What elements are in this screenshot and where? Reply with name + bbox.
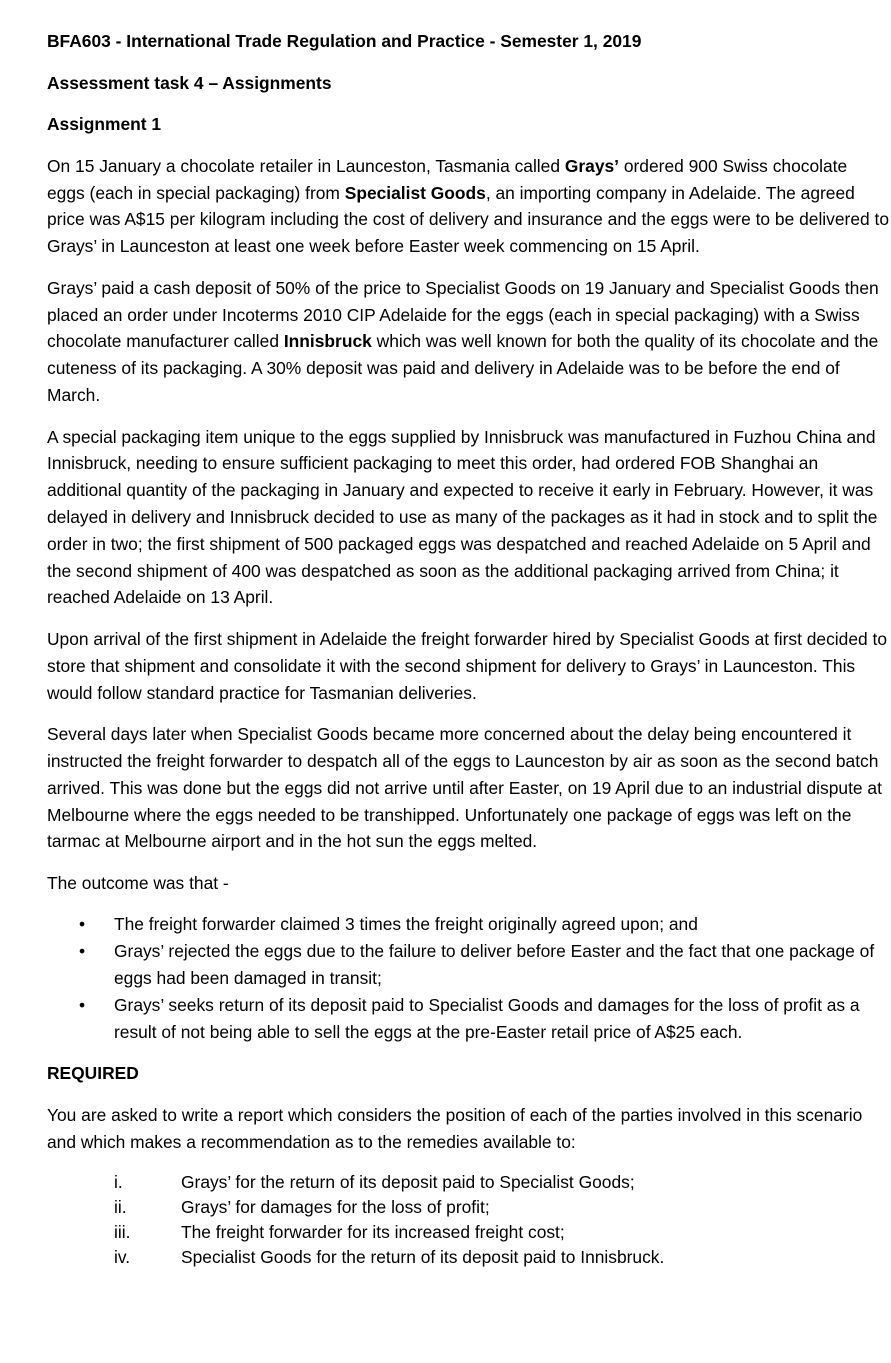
list-number: iv.: [114, 1246, 131, 1267]
list-number: ii.: [114, 1197, 127, 1218]
list-item-text: The freight forwarder for its increased freight cost;: [181, 1221, 565, 1242]
party-name-specialist-goods: Specialist Goods: [344, 182, 486, 203]
list-item-text: Grays’ for damages for the loss of profit;: [181, 1197, 490, 1218]
list-item-text: The freight forwarder claimed 3 times the freight originally agreed upon; and: [114, 914, 698, 935]
scenario-paragraph-4: Upon arrival of the first shipment in Adelaide the freight forwarder hired by Specialist Goods at first decided to store that shipment and consolidate it with the second shipment for delivery to Grays’ in Launceston. This would follow standard practice for Tasmanian deliveries.: [47, 628, 888, 703]
scenario-paragraph-1: [47, 153, 889, 260]
list-item: [47, 938, 889, 992]
required-intro: You are asked to write a report which considers the position of each of the parties involved in this scenario and which makes a recommendation as to the remedies available to:: [47, 1104, 863, 1152]
list-item: [47, 1195, 891, 1220]
bullet-icon: •: [79, 994, 86, 1015]
list-item-text: Grays’ for the return of its deposit paid to Specialist Goods;: [181, 1172, 635, 1193]
list-item-text: Grays’ rejected the eggs due to the failure to deliver before Easter and the fact that one package of eggs had been damaged in transit;: [114, 941, 875, 989]
course-title: BFA603 - International Trade Regulation and Practice - Semester 1, 2019: [47, 31, 642, 51]
assignment-title: Assignment 1: [47, 114, 162, 135]
list-number: iii.: [114, 1221, 131, 1242]
text-run: Grays’ paid a cash deposit of 50% of the price to Specialist Goods on 19 January and Specialist Goods then placed an order under Incoterms 2010 CIP Adelaide for the eggs (each in special packaging) with a Swiss chocolate manufacturer called: [47, 277, 879, 352]
scenario-paragraph-2: [47, 275, 889, 409]
list-item: [47, 992, 889, 1046]
list-number: i.: [114, 1172, 123, 1193]
list-item-text: Specialist Goods for the return of its deposit paid to Innisbruck.: [181, 1246, 665, 1267]
text-run: , an importing company in Adelaide. The agreed price was A$15 per kilogram including the cost of delivery and insurance and the eggs were to be delivered to Grays’ in Launceston at least one week before Easter week commencing on 15 April.: [47, 182, 890, 257]
party-name-grays: Grays’: [564, 155, 620, 176]
text-run: which was well known for both the quality of its chocolate and the cuteness of its packaging. A 30% deposit was paid and delivery in Adelaide was to be before the end of March.: [47, 331, 879, 405]
list-item: [47, 911, 889, 938]
party-name-innisbruck: Innisbruck: [283, 331, 372, 352]
list-item: [47, 1220, 891, 1245]
scenario-paragraph-3: A special packaging item unique to the eggs supplied by Innisbruck was manufactured in Fuzhou China and Innisbruck, needing to ensure sufficient packaging to meet this order, had ordered FOB Shanghai an additional quantity of the packaging in January and expected to receive it early in February. However, it was delayed in delivery and Innisbruck decided to use as many of the packages as it had in stock and to split the order in two; the first shipment of 500 packaged eggs was despatched and reached Adelaide on 5 April and the second shipment of 400 was despatched as soon as the additional packaging arrived from China; it reached Adelaide on 13 April.: [47, 426, 878, 608]
bullet-icon: •: [79, 914, 86, 935]
task-title: Assessment task 4 – Assignments: [47, 72, 332, 93]
bullet-icon: •: [79, 941, 86, 962]
required-heading: REQUIRED: [47, 1063, 139, 1084]
list-item: [47, 1245, 891, 1270]
scenario-paragraph-5: Several days later when Specialist Goods became more concerned about the delay being encountered it instructed the freight forwarder to despatch all of the eggs to Launceston by air as soon as the second batch arrived. This was done but the eggs did not arrive until after Easter, on 19 April due to an industrial dispute at Melbourne where the eggs needed to be transhipped. Unfortunately one package of eggs was left on the tarmac at Melbourne airport and in the hot sun the eggs melted.: [47, 724, 882, 852]
text-run: ordered 900 Swiss chocolate eggs (each in special packaging) from: [47, 155, 848, 203]
outcome-list: [47, 911, 889, 1045]
list-item: [47, 1170, 891, 1195]
remedies-list: [47, 1170, 891, 1269]
outcome-intro: The outcome was that -: [47, 872, 229, 893]
list-item-text: Grays’ seeks return of its deposit paid to Specialist Goods and damages for the loss of profit as a result of not being able to sell the eggs at the pre-Easter retail price of A$25 each.: [114, 994, 860, 1042]
text-run: On 15 January a chocolate retailer in Launceston, Tasmania called: [47, 155, 565, 176]
